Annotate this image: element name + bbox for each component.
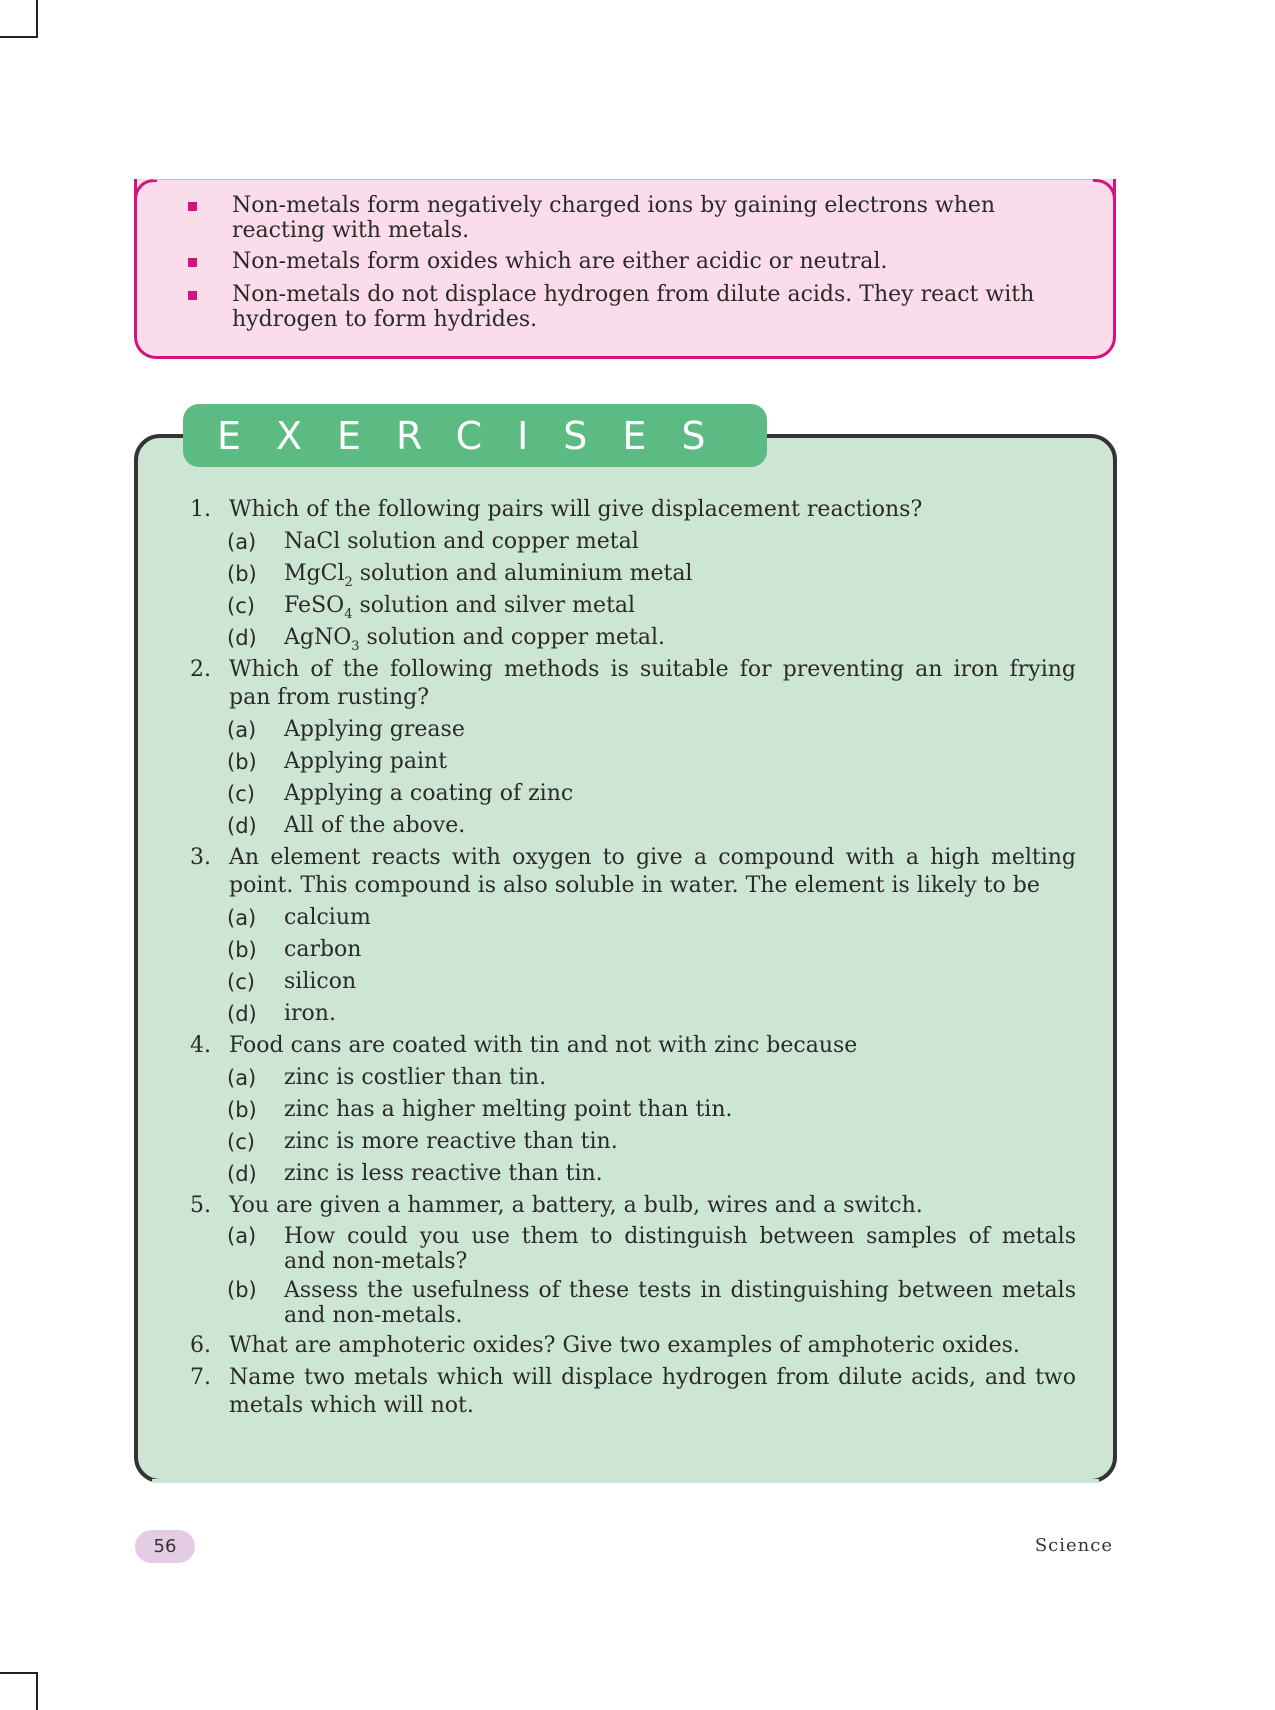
page-number-badge [135, 1530, 195, 1563]
summary-bullet-text: Non-metals form negatively charged ions by gaining electrons when reacting with metals. [232, 193, 996, 243]
option-text: All of the above. [284, 813, 466, 838]
question-row [190, 1332, 1076, 1360]
question-row [190, 1192, 1076, 1220]
question-number: 2. [190, 657, 211, 682]
option-letter: (b) [227, 1098, 257, 1122]
exercise-question-list [190, 496, 1076, 1424]
option-item [190, 1096, 1076, 1124]
option-letter: (b) [227, 938, 257, 962]
option-item [190, 716, 1076, 744]
question-number: 1. [190, 497, 211, 522]
question-text: Which of the following pairs will give displacement reactions? [229, 497, 923, 522]
option-text-continued: solution and aluminium metal [352, 561, 693, 586]
option-text: Applying grease [284, 717, 465, 742]
question-text: Name two metals which will displace hydrogen from dilute acids, and two metals which will not. [229, 1365, 1076, 1418]
crop-mark-bottom-left-v [36, 1672, 38, 1710]
square-bullet-icon [188, 291, 197, 300]
summary-box [134, 179, 1116, 359]
option-letter: (b) [227, 750, 257, 774]
option-text: zinc is less reactive than tin. [284, 1161, 603, 1186]
question-item [190, 1192, 1076, 1328]
exercises-banner [183, 404, 767, 467]
question-text: Which of the following methods is suitable for preventing an iron frying pan from rusting? [229, 657, 1076, 710]
option-text: calcium [284, 905, 371, 930]
option-letter: (c) [227, 1130, 255, 1154]
option-text: carbon [284, 937, 362, 962]
question-row [190, 656, 1076, 712]
summary-bullet [137, 249, 1113, 274]
question-row [190, 844, 1076, 900]
summary-top-border [153, 179, 1097, 180]
option-letter: (b) [227, 562, 257, 586]
option-item [190, 1160, 1076, 1188]
question-number: 6. [190, 1333, 211, 1358]
option-letter: (a) [227, 906, 257, 930]
option-item [190, 1064, 1076, 1092]
question-number: 3. [190, 845, 211, 870]
option-letter: (c) [227, 782, 255, 806]
option-list [190, 1224, 1076, 1328]
option-item [190, 1000, 1076, 1028]
option-text: Applying a coating of zinc [284, 781, 574, 806]
summary-bullet [137, 282, 1113, 332]
option-item [190, 624, 1076, 652]
option-text: AgNO [284, 625, 352, 650]
option-item [190, 592, 1076, 620]
option-item [190, 528, 1076, 556]
question-text: Food cans are coated with tin and not with zinc because [229, 1033, 858, 1058]
option-item [190, 560, 1076, 588]
chemical-subscript: 3 [351, 639, 360, 654]
question-text: You are given a hammer, a battery, a bulb, wires and a switch. [229, 1193, 923, 1218]
option-item [190, 748, 1076, 776]
crop-mark-bottom-left-h [0, 1672, 38, 1674]
option-letter: (c) [227, 970, 255, 994]
option-list [190, 1064, 1076, 1188]
option-letter: (a) [227, 1066, 257, 1090]
option-letter: (a) [227, 530, 257, 554]
crop-mark-top-left-v [36, 0, 38, 38]
page-number: 56 [153, 1536, 177, 1557]
summary-bullet [137, 193, 1113, 243]
option-letter: (c) [227, 594, 255, 618]
option-text: Assess the usefulness of these tests in distinguishing between metals and non-metals. [284, 1278, 1076, 1328]
option-item [190, 1278, 1076, 1328]
summary-bullet-list [137, 193, 1113, 337]
option-letter: (d) [227, 1002, 257, 1026]
crop-mark-top-left-h [0, 36, 38, 38]
question-number: 5. [190, 1193, 211, 1218]
option-list [190, 528, 1076, 652]
square-bullet-icon [188, 258, 197, 267]
option-letter: (a) [227, 718, 257, 742]
summary-bullet-text: Non-metals do not displace hydrogen from dilute acids. They react with hydrogen to form hydrides. [232, 282, 1035, 332]
question-row [190, 1032, 1076, 1060]
option-letter: (d) [227, 626, 257, 650]
option-item [190, 904, 1076, 932]
option-item [190, 936, 1076, 964]
option-item [190, 780, 1076, 808]
option-item [190, 968, 1076, 996]
question-item [190, 496, 1076, 652]
exercises-title: EXERCISES [217, 413, 741, 458]
square-bullet-icon [188, 202, 197, 211]
question-item [190, 656, 1076, 840]
question-row [190, 1364, 1076, 1420]
question-text: What are amphoteric oxides? Give two examples of amphoteric oxides. [229, 1333, 1020, 1358]
question-row [190, 496, 1076, 524]
option-text: How could you use them to distinguish between samples of metals and non-metals? [284, 1224, 1076, 1274]
question-item [190, 844, 1076, 1028]
option-item [190, 1224, 1076, 1274]
option-text: NaCl solution and copper metal [284, 529, 639, 554]
question-number: 7. [190, 1365, 211, 1390]
option-text: zinc is more reactive than tin. [284, 1129, 618, 1154]
option-text: FeSO [284, 593, 345, 618]
option-letter: (b) [227, 1278, 257, 1302]
question-number: 4. [190, 1033, 211, 1058]
option-letter: (d) [227, 814, 257, 838]
option-text-continued: solution and copper metal. [359, 625, 666, 650]
question-item [190, 1032, 1076, 1188]
option-text: silicon [284, 969, 357, 994]
option-text-continued: solution and silver metal [352, 593, 636, 618]
option-list [190, 716, 1076, 840]
option-text: Applying paint [284, 749, 448, 774]
chemical-subscript: 4 [344, 607, 353, 622]
question-item [190, 1364, 1076, 1420]
question-item [190, 1332, 1076, 1360]
option-text: iron. [284, 1001, 336, 1026]
chemical-subscript: 2 [344, 575, 353, 590]
question-text: An element reacts with oxygen to give a compound with a high melting point. This compound is also soluble in water. The element is likely to be [229, 845, 1076, 898]
option-letter: (d) [227, 1162, 257, 1186]
option-text: zinc has a higher melting point than tin. [284, 1097, 733, 1122]
option-letter: (a) [227, 1224, 257, 1248]
book-title: Science [1034, 1535, 1113, 1556]
option-list [190, 904, 1076, 1028]
option-item [190, 812, 1076, 840]
summary-bullet-text: Non-metals form oxides which are either acidic or neutral. [232, 249, 888, 274]
option-text: MgCl [284, 561, 345, 586]
option-text: zinc is costlier than tin. [284, 1065, 547, 1090]
option-item [190, 1128, 1076, 1156]
